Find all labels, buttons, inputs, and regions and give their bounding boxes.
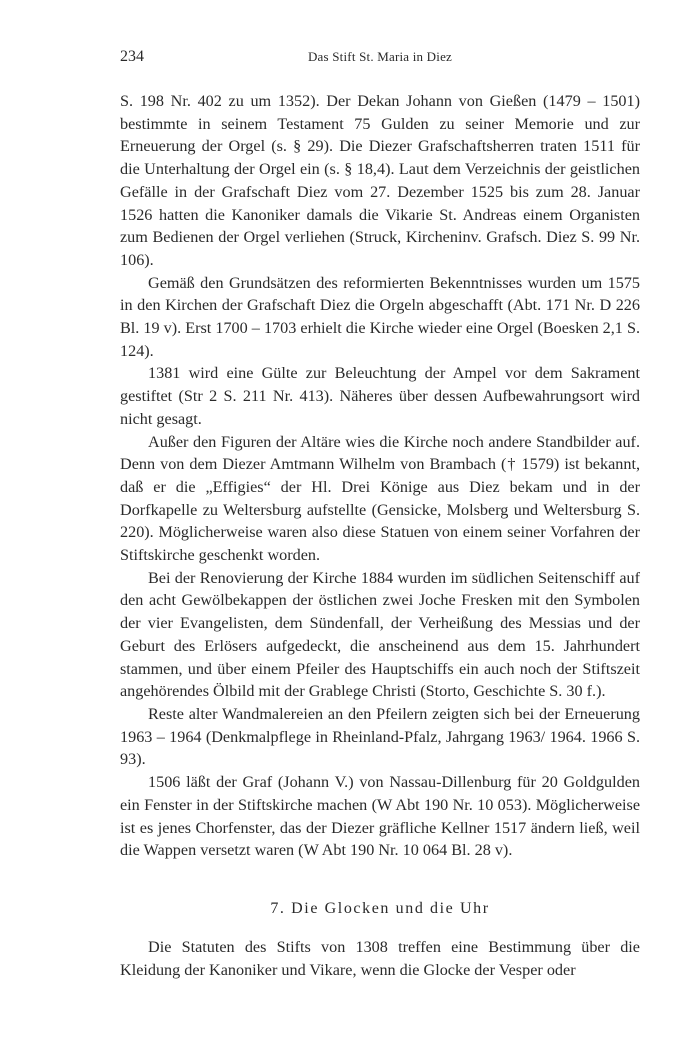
paragraph-ampel: 1381 wird eine Gülte zur Beleuchtung der Ampel vor dem Sakrament gestiftet (Str 2 S. 211 Nr. 413). Näheres über dessen Aufbewahrungsort wird nicht gesagt. [120,364,640,428]
page-number: 234 [120,48,144,65]
running-head [120,48,640,70]
paragraph-wall-paintings: Reste alter Wandmalereien an den Pfeilern zeigten sich bei der Erneuerung 1963 – 1964 (Denkmalpflege in Rheinland-Pfalz, Jahrgang 1963/ 1964. 1966 S. 93). [120,704,640,769]
running-title: Das Stift St. Maria in Diez [307,49,453,64]
paragraph-organ-continued: S. 198 Nr. 402 zu um 1352). Der Dekan Johann von Gießen (1479 – 1501) bestimmte in seinem Testament 75 Gulden zu seiner Memorie und zur Erneuerung der Orgel (s. § 29). Die Diezer Grafschaftsherren traten 1511 für die Unterhaltung der Orgel ein (s. § 18,4). Laut dem Verzeichnis der geistlichen Gefälle in der Grafschaft Diez vom 27. Dezember 1525 bis zum 28. Januar 1526 hatten die Kanoniker damals die Vikarie St. Andreas einem Organisten zum Bedienen der Orgel verliehen (Struck, Kircheninv. Grafsch. Diez S. 99 Nr. 106). [120,92,640,269]
body-text [120,90,640,862]
paragraph-bells: Die Statuten des Stifts von 1308 treffen eine Bestimmung über die Kleidung der Kanoniker und Vikare, wenn die Glocke der Vesper oder [120,937,640,979]
paragraph-statues: Außer den Figuren der Altäre wies die Kirche noch andere Standbilder auf. Denn von dem Diezer Amtmann Wilhelm von Brambach († 1579) ist bekannt, daß er die „Effigies“ der Hl. Drei Könige aus Diez bekam und in der Dorfkapelle zu Weltersburg aufstellte (Gensicke, Molsberg und Weltersburg S. 220). Möglicherweise waren also diese Statuen von einem seiner Vorfahren der Stiftskirche geschenkt worden. [120,432,640,565]
paragraph-organ-reformation: Gemäß den Grundsätzen des reformierten Bekenntnisses wurden um 1575 in den Kirchen der Grafschaft Diez die Orgeln abgeschafft (Abt. 171 Nr. D 226 Bl. 19 v). Erst 1700 – 1703 erhielt die Kirche wieder eine Orgel (Boesken 2,1 S. 124). [120,273,640,360]
book-page [120,48,640,981]
section-body [120,936,640,981]
section-heading: 7. Die Glocken und die Uhr [270,899,490,917]
paragraph-window: 1506 läßt der Graf (Johann V.) von Nassau-Dillenburg für 20 Goldgulden ein Fenster in der Stiftskirche machen (W Abt 190 Nr. 10 053). Möglicherweise ist es jenes Chorfenster, das der Diezer gräfliche Kellner 1517 ändern ließ, weil die Wappen versetzt waren (W Abt 190 Nr. 10 064 Bl. 28 v). [120,773,640,860]
paragraph-frescoes: Bei der Renovierung der Kirche 1884 wurden im südlichen Seitenschiff auf den acht Gewölbekappen der östlichen zwei Joche Fresken mit den Symbolen der vier Evangelisten, dem Sündenfall, der Verheißung des Messias und der Geburt des Erlösers aufgedeckt, die anscheinend aus dem 15. Jahrhundert stammen, und über einem Pfeiler des Hauptschiffs ein auch noch der Stiftszeit angehörendes Ölbild mit der Grablege Christi (Storto, Geschichte S. 30 f.). [120,568,640,701]
